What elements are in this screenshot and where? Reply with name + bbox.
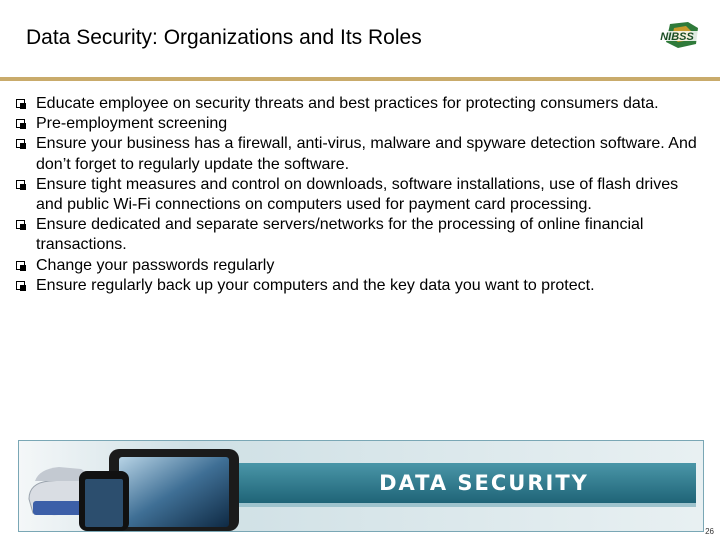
title-divider xyxy=(0,77,720,81)
bullet-item: Ensure your business has a firewall, anti-virus, malware and spyware detection software. And don’t forget to regularly update the software. xyxy=(12,134,702,174)
nibss-logo xyxy=(648,20,706,50)
square-bullet-icon xyxy=(16,139,25,148)
banner-title: DATA SECURITY xyxy=(379,471,589,495)
bullet-item: Ensure dedicated and separate servers/networks for the processing of online financial transactions. xyxy=(12,215,702,255)
bullet-item: Pre-employment screening xyxy=(12,114,702,134)
square-bullet-icon xyxy=(16,180,25,189)
bullet-item: Ensure regularly back up your computers and the key data you want to protect. xyxy=(12,276,702,296)
square-bullet-icon xyxy=(16,261,25,270)
square-bullet-icon xyxy=(16,119,25,128)
slide-title: Data Security: Organizations and Its Roles xyxy=(26,26,422,49)
bullet-item: Ensure tight measures and control on downloads, software installations, use of flash drives and public Wi-Fi connections on computers used for payment card processing. xyxy=(12,175,702,215)
svg-text:NIBSS: NIBSS xyxy=(660,31,694,43)
square-bullet-icon xyxy=(16,99,25,108)
bullet-item: Change your passwords regularly xyxy=(12,256,702,276)
bullet-item: Educate employee on security threats and best practices for protecting consumers data. xyxy=(12,94,702,114)
square-bullet-icon xyxy=(16,220,25,229)
bullet-list xyxy=(12,94,702,296)
page-number: 26 xyxy=(705,527,714,536)
data-security-banner xyxy=(18,440,704,532)
square-bullet-icon xyxy=(16,281,25,290)
